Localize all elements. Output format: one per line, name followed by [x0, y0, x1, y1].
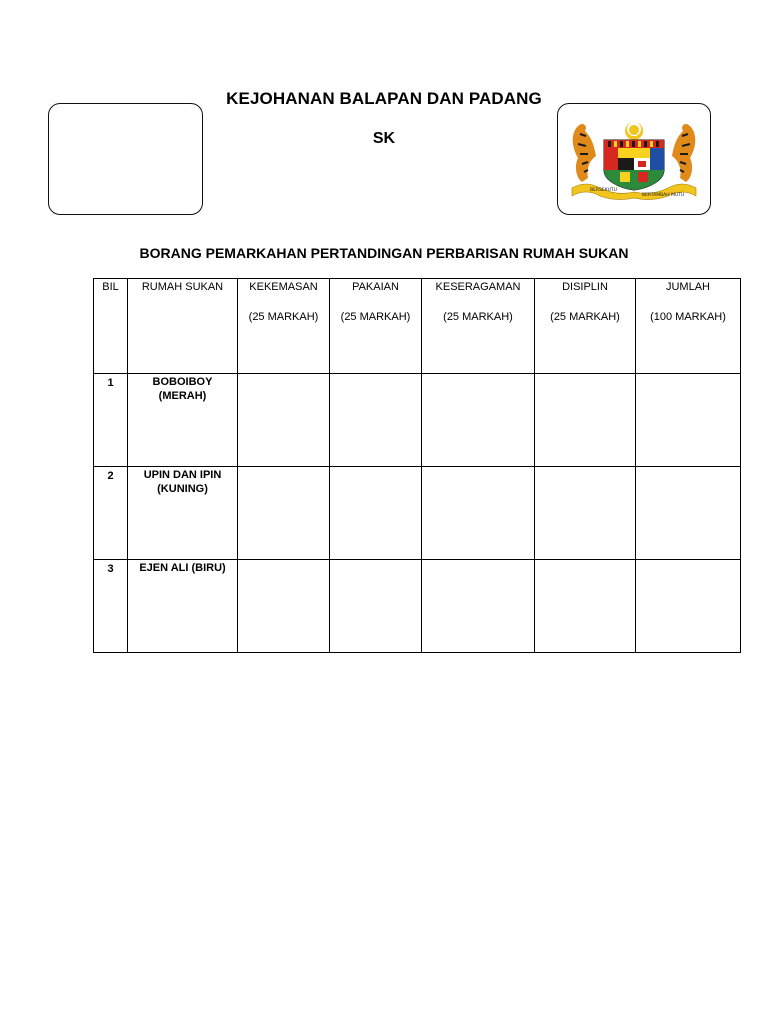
right-tiger-icon	[672, 124, 695, 182]
school-name: SK	[372, 130, 396, 147]
column-label: KEKEMASAN	[249, 281, 318, 293]
column-marks: (100 MARKAH)	[650, 311, 726, 323]
column-label: PAKAIAN	[352, 281, 399, 293]
kekemasan-score-cell[interactable]	[238, 467, 330, 560]
table-header-row	[94, 279, 741, 374]
bil-cell: 2	[94, 467, 128, 560]
bil-cell: 1	[94, 374, 128, 467]
column-marks: (25 MARKAH)	[248, 311, 319, 323]
right-logo-box	[557, 103, 711, 215]
column-label: JUMLAH	[665, 281, 710, 293]
column-header-rumah-sukan	[128, 279, 238, 374]
table-row	[94, 374, 741, 467]
house-name-cell: BOBOIBOY (MERAH)	[128, 374, 238, 467]
disiplin-score-cell[interactable]	[535, 374, 636, 467]
column-marks: (25 MARKAH)	[340, 311, 411, 323]
pakaian-score-cell[interactable]	[330, 374, 422, 467]
svg-text:BERSEKUTU: BERSEKUTU	[590, 188, 617, 193]
keseragaman-score-cell[interactable]	[422, 467, 535, 560]
jumlah-score-cell[interactable]	[636, 467, 741, 560]
column-label: DISIPLIN	[562, 281, 608, 293]
column-header-disiplin	[535, 279, 636, 374]
form-title: BORANG PEMARKAHAN PERTANDINGAN PERBARISAN RUMAH SUKAN	[139, 245, 629, 261]
table-row	[94, 467, 741, 560]
house-name-cell: EJEN ALI (BIRU)	[128, 560, 238, 653]
kekemasan-score-cell[interactable]	[238, 560, 330, 653]
keseragaman-score-cell[interactable]	[422, 560, 535, 653]
column-label: RUMAH SUKAN	[141, 281, 224, 293]
svg-text:BERTAMBAH MUTU: BERTAMBAH MUTU	[642, 193, 685, 198]
column-header-keseragaman	[422, 279, 535, 374]
column-marks: (25 MARKAH)	[443, 311, 513, 323]
house-name-cell: UPIN DAN IPIN (KUNING)	[128, 467, 238, 560]
left-tiger-icon	[573, 124, 596, 182]
keseragaman-score-cell[interactable]	[422, 374, 535, 467]
disiplin-score-cell[interactable]	[535, 560, 636, 653]
pakaian-score-cell[interactable]	[330, 560, 422, 653]
disiplin-score-cell[interactable]	[535, 467, 636, 560]
score-table	[93, 278, 741, 653]
star-icon	[629, 125, 639, 135]
column-header-pakaian	[330, 279, 422, 374]
coat-of-arms-icon	[564, 118, 704, 202]
column-header-bil	[94, 279, 128, 374]
jumlah-score-cell[interactable]	[636, 374, 741, 467]
shield-icon	[604, 140, 664, 190]
event-title: KEJOHANAN BALAPAN DAN PADANG	[226, 89, 542, 108]
left-logo-box	[48, 103, 203, 215]
kekemasan-score-cell[interactable]	[238, 374, 330, 467]
pakaian-score-cell[interactable]	[330, 467, 422, 560]
column-header-jumlah	[636, 279, 741, 374]
bil-cell: 3	[94, 560, 128, 653]
jumlah-score-cell[interactable]	[636, 560, 741, 653]
column-label: BIL	[102, 281, 119, 293]
table-row	[94, 560, 741, 653]
column-marks: (25 MARKAH)	[550, 311, 620, 323]
column-label: KESERAGAMAN	[435, 281, 521, 293]
column-header-kekemasan	[238, 279, 330, 374]
